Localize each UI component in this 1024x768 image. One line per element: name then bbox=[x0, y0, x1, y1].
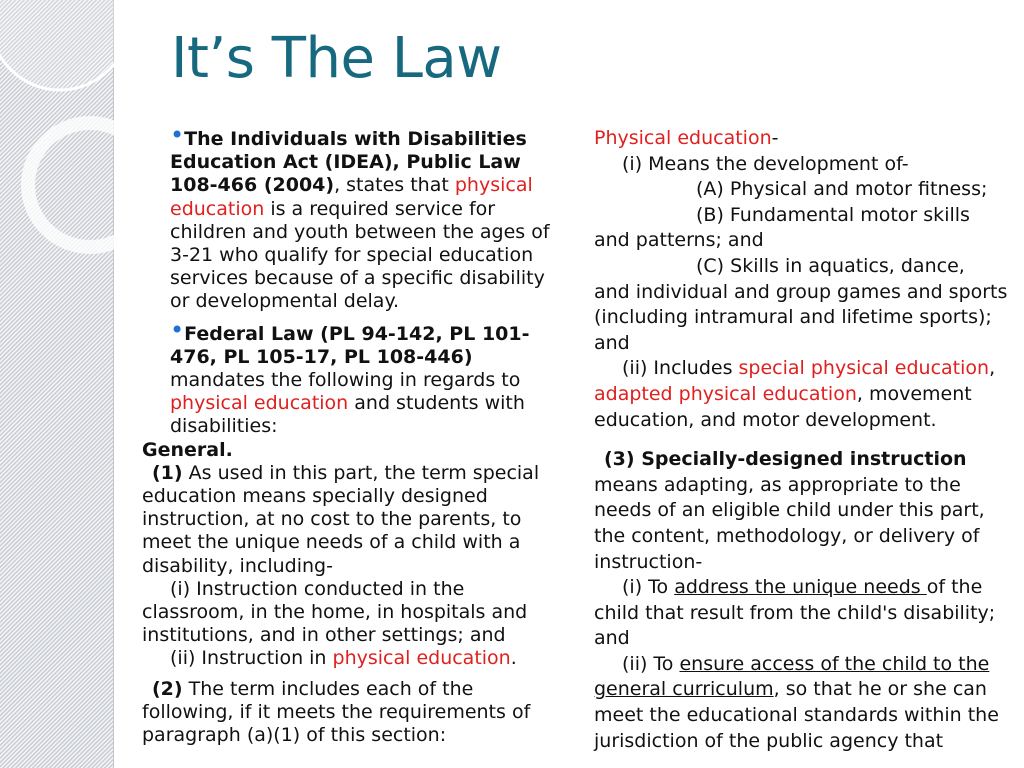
idea-paragraph: •The Individuals with Disabilities Education Act (IDEA), Public Law 108-466 (2004), states that physical education is a required service for children and youth between the ages of 3-21 who qualify for special education services because of a specific disability or developmental delay. bbox=[170, 121, 550, 313]
item-b-continued: and patterns; and bbox=[594, 229, 764, 252]
item-c-continued: and individual and group games and sports (including intramural and lifetime sports); and bbox=[594, 280, 1008, 354]
section-1-text: (1) As used in this part, the term special education means specially designed instruction, at no cost to the parents, to meet the unique needs of a child with a disability, including- bbox=[142, 461, 540, 577]
slide-title: It’s The Law bbox=[171, 26, 502, 91]
federal-law-paragraph: •Federal Law (PL 94-142, PL 101-476, PL 105-17, PL 108-446) mandates the following in regards to physical education and students with disabilities: bbox=[170, 315, 530, 438]
general-heading: General. bbox=[142, 438, 233, 461]
bullet-icon: • bbox=[170, 121, 185, 149]
item-c: (C) Skills in aquatics, dance, bbox=[696, 254, 965, 277]
left-column bbox=[142, 121, 558, 747]
section-1-ii: (ii) Instruction in physical education. bbox=[170, 647, 517, 670]
item-a: (A) Physical and motor fitness; bbox=[696, 178, 988, 201]
section-3-text: (3) Specially-designed instruction means adapting, as appropriate to the needs of an eligible child under this part, the content, methodology, or delivery of instruction- bbox=[594, 448, 985, 573]
physical-education-heading: Physical education- bbox=[594, 127, 779, 149]
definition-i: (i) Means the development of- bbox=[622, 152, 909, 175]
decorative-stripe-panel bbox=[0, 0, 114, 768]
right-column bbox=[594, 126, 1014, 754]
item-b: (B) Fundamental motor skills bbox=[696, 203, 970, 226]
definition-ii: (ii) Includes special physical education, adapted physical education, movement education, and motor development. bbox=[594, 357, 996, 431]
bullet-icon: • bbox=[170, 315, 185, 344]
section-3-i: (i) To address the unique needs of the child that result from the child's disability; and bbox=[594, 576, 996, 650]
section-1-i: (i) Instruction conducted in the classroom, in the home, in hospitals and institutions, and in other settings; and bbox=[142, 577, 528, 647]
section-2-text: (2) The term includes each of the following, if it meets the requirements of paragraph (a)(1) of this section: bbox=[142, 677, 531, 747]
section-3-ii: (ii) To ensure access of the child to the general curriculum, so that he or she can meet the educational standards within the jurisdiction of the public agency that bbox=[594, 652, 999, 752]
